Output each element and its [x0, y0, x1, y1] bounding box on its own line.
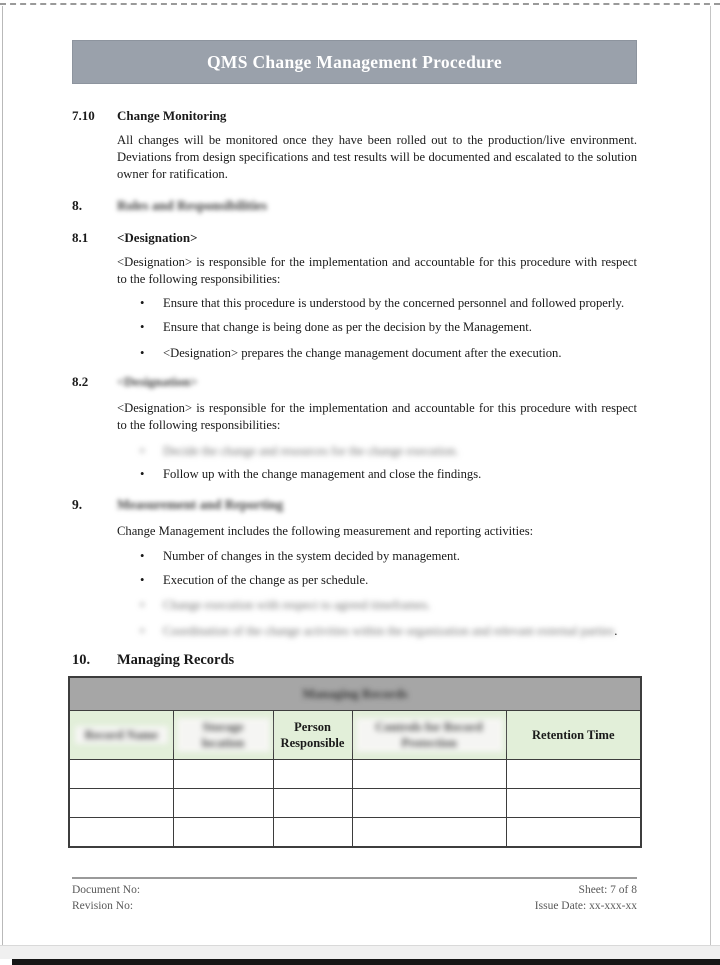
- empty-cell: [506, 760, 641, 789]
- bullet-text-suffix: .: [614, 624, 618, 638]
- section-paragraph: Change Management includes the following measurement and reporting activities:: [117, 524, 534, 538]
- footer-left: [72, 882, 140, 914]
- empty-cell: [352, 818, 506, 848]
- section-number: 7.10: [72, 108, 95, 123]
- list-item-redacted: [140, 623, 637, 640]
- empty-cell: [352, 760, 506, 789]
- document-title: QMS Change Management Procedure: [207, 51, 502, 72]
- bullet-text-redacted: Decide the change and resources for the change execution.: [163, 444, 459, 458]
- column-header-person-responsible: Person Responsible: [273, 711, 352, 760]
- bullet-text: Ensure that this procedure is understood by the concerned personnel and followed properly.: [163, 296, 625, 310]
- managing-records-table: [68, 676, 642, 848]
- empty-cell: [506, 818, 641, 848]
- bullet-icon: •: [140, 296, 145, 310]
- issue-date-label: Issue Date: xx-xxx-xx: [534, 900, 637, 912]
- section-heading-8-1: [72, 230, 637, 246]
- empty-cell: [273, 789, 352, 818]
- list-item: [140, 466, 637, 483]
- bullet-text: Number of changes in the system decided by management.: [163, 549, 460, 563]
- section-title: <Designation>: [117, 230, 198, 245]
- empty-cell: [352, 789, 506, 818]
- column-header-record-name: [69, 711, 173, 760]
- section-paragraph: All changes will be monitored once they have been rolled out to the production/live environment. Deviations from design specifications and test results will be documented and escalated to the solution owner for ratification.: [117, 133, 637, 181]
- empty-cell: [173, 818, 273, 848]
- bullet-icon: •: [140, 598, 145, 612]
- bullet-icon: •: [140, 320, 145, 334]
- list-item: [140, 548, 637, 565]
- table-row: [69, 818, 641, 848]
- bullet-icon: •: [140, 444, 145, 458]
- table-title-redacted: Managing Records: [302, 686, 408, 701]
- list-item-redacted: [140, 597, 637, 614]
- column-header-redacted: Storage location: [177, 718, 270, 752]
- section-heading-7-10: [72, 108, 637, 124]
- column-header-retention-time: Retention Time: [506, 711, 641, 760]
- section-heading-10: [72, 652, 637, 669]
- bullet-icon: •: [140, 573, 145, 587]
- section-title: Change Monitoring: [117, 108, 227, 123]
- bullet-text: [163, 623, 637, 640]
- list-item: [140, 319, 637, 336]
- footer-right: [535, 882, 637, 914]
- column-header-redacted: Record Name: [75, 726, 168, 744]
- column-header-storage-location: [173, 711, 273, 760]
- bullet-text-redacted: Coordination of the change activities within the organization and relevant external parties: [163, 624, 615, 638]
- bullet-text: <Designation> prepares the change management document after the execution.: [163, 346, 562, 360]
- section-paragraph: <Designation> is responsible for the implementation and accountable for this procedure with respect to the following responsibilities:: [117, 401, 637, 432]
- bullet-icon: •: [140, 467, 145, 481]
- page-content: [72, 0, 637, 848]
- list-item: [140, 345, 637, 362]
- empty-cell: [273, 818, 352, 848]
- column-header-redacted: Controls for Record Protection: [356, 718, 503, 752]
- section-number: 8.2: [72, 374, 89, 389]
- revision-no-label: Revision No:: [72, 900, 134, 912]
- bullet-text: Ensure that change is being done as per the decision by the Management.: [163, 320, 532, 334]
- empty-cell: [173, 789, 273, 818]
- table-title-row: [69, 677, 641, 711]
- empty-cell: [69, 760, 173, 789]
- section-number: 9.: [72, 497, 83, 512]
- empty-cell: [506, 789, 641, 818]
- section-heading-8: [72, 198, 637, 214]
- section-title: Managing Records: [117, 652, 235, 668]
- window-bottom-bar: [12, 959, 720, 965]
- empty-cell: [69, 789, 173, 818]
- section-number: 8.: [72, 198, 83, 213]
- title-banner: [72, 40, 637, 84]
- bullet-icon: •: [140, 346, 145, 360]
- section-title-redacted: <Designation>: [117, 374, 198, 389]
- table-row: [69, 760, 641, 789]
- section-title-redacted: Roles and Responsibilities: [117, 198, 268, 213]
- page-footer: [72, 877, 637, 914]
- empty-cell: [173, 760, 273, 789]
- bullet-text: Follow up with the change management and close the findings.: [163, 467, 482, 481]
- page-right-edge: [710, 6, 711, 947]
- empty-cell: [273, 760, 352, 789]
- table-row: [69, 789, 641, 818]
- bullet-icon: •: [140, 549, 145, 563]
- section-heading-9: [72, 497, 637, 513]
- section-paragraph: <Designation> is responsible for the implementation and accountable for this procedure with respect to the following responsibilities:: [117, 255, 637, 286]
- section-number: 10.: [72, 652, 91, 668]
- empty-cell: [69, 818, 173, 848]
- bullet-text-redacted: Change execution with respect to agreed timeframes.: [163, 598, 431, 612]
- window-bottom-strip: [0, 945, 720, 959]
- bullet-icon: •: [140, 624, 145, 638]
- bullet-text: Execution of the change as per schedule.: [163, 573, 369, 587]
- list-item: [140, 295, 637, 312]
- list-item-redacted: [140, 443, 637, 460]
- column-header-record-protection: [352, 711, 506, 760]
- document-no-label: Document No:: [72, 884, 141, 896]
- section-heading-8-2: [72, 374, 637, 390]
- sheet-label: Sheet: 7 of 8: [578, 884, 637, 896]
- page-left-edge: [2, 6, 3, 947]
- list-item: [140, 572, 637, 589]
- section-number: 8.1: [72, 230, 89, 245]
- section-title-redacted: Measurement and Reporting: [117, 497, 284, 512]
